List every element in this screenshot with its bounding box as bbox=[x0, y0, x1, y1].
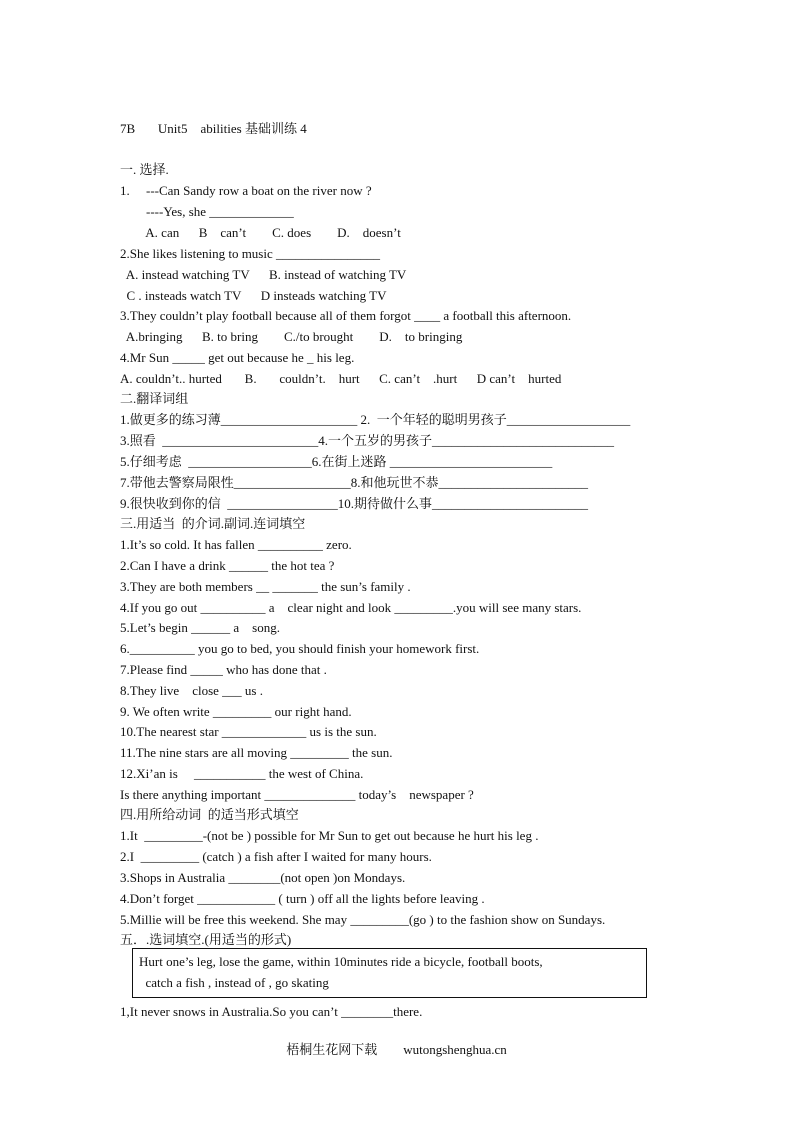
question-line: 4.If you go out __________ a clear night and look _________.you will see many stars. bbox=[120, 600, 582, 615]
answer-options: A. couldn’t.. hurted B. couldn’t. hurt C. can’t .hurt D can’t hurted bbox=[120, 371, 562, 386]
question-line: 5.仔细考虑 ___________________6.在街上迷路 _________________________ bbox=[120, 454, 553, 469]
answer-options: C . insteads watch TV D insteads watching TV bbox=[120, 288, 387, 303]
question-line: 2.Can I have a drink ______ the hot tea ? bbox=[120, 558, 335, 573]
question-line: 9.很快收到你的信 _________________10.期待做什么事________________________ bbox=[120, 496, 589, 511]
word-bank-box bbox=[132, 948, 647, 998]
question-line: 10.The nearest star _____________ us is the sun. bbox=[120, 724, 377, 739]
question-line: 1,It never snows in Australia.So you can’t ________there. bbox=[120, 1004, 423, 1019]
section-1-heading: 一. 选择. bbox=[120, 162, 169, 177]
question-line: ----Yes, she _____________ bbox=[120, 204, 294, 219]
question-line: 11.The nine stars are all moving _________ the sun. bbox=[120, 745, 393, 760]
page-footer: 梧桐生花网下载 wutongshenghua.cn bbox=[286, 1042, 507, 1057]
section-4-heading: 四.用所给动词 的适当形式填空 bbox=[120, 807, 299, 822]
question-line: 3.They are both members __ _______ the sun’s family . bbox=[120, 579, 411, 594]
question-line: 7.Please find _____ who has done that . bbox=[120, 662, 327, 677]
question-line: 3.They couldn’t play football because all of them forgot ____ a football this afternoon. bbox=[120, 308, 572, 323]
question-line: Is there anything important ______________ today’s newspaper ? bbox=[120, 787, 474, 802]
question-line: 5.Let’s begin ______ a song. bbox=[120, 620, 280, 635]
question-line: 3.照看 ________________________4.一个五岁的男孩子____________________________ bbox=[120, 433, 615, 448]
word-bank-line: Hurt one’s leg, lose the game, within 10minutes ride a bicycle, football boots, bbox=[139, 954, 543, 969]
question-line: 6.__________ you go to bed, you should finish your homework first. bbox=[120, 641, 480, 656]
worksheet-title: 7B Unit5 abilities 基础训练 4 bbox=[120, 121, 307, 136]
question-line: 4.Don’t forget ____________ ( turn ) off all the lights before leaving . bbox=[120, 891, 485, 906]
word-bank-line: catch a fish , instead of , go skating bbox=[139, 975, 329, 990]
question-line: 8.They live close ___ us . bbox=[120, 683, 263, 698]
question-line: 2.I _________ (catch ) a fish after I waited for many hours. bbox=[120, 849, 432, 864]
question-line: 4.Mr Sun _____ get out because he _ his leg. bbox=[120, 350, 355, 365]
section-3-heading: 三.用适当 的介词.副词.连词填空 bbox=[120, 516, 306, 531]
section-5-heading: 五．.选词填空.(用适当的形式) bbox=[120, 932, 292, 947]
question-line: 1.做更多的练习薄_____________________ 2. 一个年轻的聪明男孩子___________________ bbox=[120, 412, 631, 427]
question-line: 12.Xi’an is ___________ the west of China. bbox=[120, 766, 364, 781]
question-line: 7.带他去警察局限性__________________8.和他玩世不恭_______________________ bbox=[120, 475, 589, 490]
question-line: 1.It _________-(not be ) possible for Mr Sun to get out because he hurt his leg . bbox=[120, 828, 539, 843]
answer-options: A.bringing B. to bring C./to brought D. to bringing bbox=[120, 329, 463, 344]
question-line: 2.She likes listening to music ________________ bbox=[120, 246, 380, 261]
question-line: 5.Millie will be free this weekend. She may _________(go ) to the fashion show on Sundays. bbox=[120, 912, 606, 927]
question-line: 1. ---Can Sandy row a boat on the river now ? bbox=[120, 183, 372, 198]
question-line: 1.It’s so cold. It has fallen __________ zero. bbox=[120, 537, 352, 552]
question-line: 3.Shops in Australia ________(not open )on Mondays. bbox=[120, 870, 406, 885]
answer-options: A. can B can’t C. does D. doesn’t bbox=[120, 225, 401, 240]
question-line: 9. We often write _________ our right hand. bbox=[120, 704, 352, 719]
answer-options: A. instead watching TV B. instead of watching TV bbox=[120, 267, 407, 282]
section-2-heading: 二.翻译词组 bbox=[120, 391, 189, 406]
